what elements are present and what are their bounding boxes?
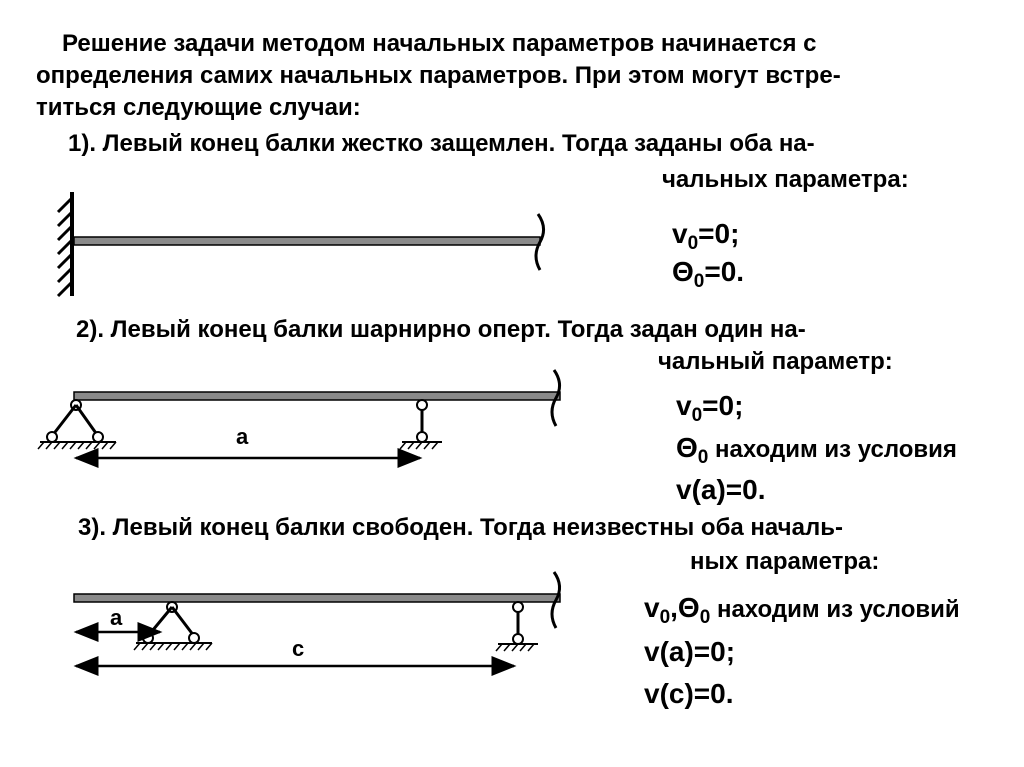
case-3-formula-1: $v_0,\Theta_0$ находим из условий	[644, 592, 960, 628]
beam	[74, 594, 560, 602]
case-3-diagram	[74, 572, 560, 666]
fixed-wall-hatching	[58, 198, 72, 296]
intro-line-2: определения самих начальных параметров. При этом могут встре-	[36, 62, 841, 89]
case-3-heading-1: 3). Левый конец балки свободен. Тогда неизвестны оба началь-	[78, 514, 843, 541]
case-1-diagram	[58, 192, 544, 296]
case-1-formula-1: $v_0=0$;	[672, 218, 740, 254]
rod-support	[496, 602, 538, 651]
beam	[74, 237, 540, 245]
case-2-formula-1: $v_0=0$;	[676, 390, 744, 426]
case-1-formula-2: $\Theta_0=0$.	[672, 256, 745, 292]
case-2-heading-1: 2). Левый конец балки шарнирно оперт. Тогда задан один на-	[76, 316, 806, 343]
case-1-heading-1: 1). Левый конец балки жестко защемлен. Тогда заданы оба на-	[68, 130, 815, 157]
dim-label-c: c	[292, 636, 305, 661]
intro-line-1: Решение задачи методом начальных параметров начинается с	[62, 30, 817, 57]
pinned-support	[134, 602, 212, 650]
rod-support	[400, 400, 442, 449]
case-3-heading-2: ных параметра:	[690, 548, 880, 575]
case-2-diagram	[38, 370, 560, 458]
case-3-formula-3: v(c)=0.	[644, 678, 734, 709]
pinned-support	[38, 400, 116, 449]
dim-label-a: a	[110, 605, 123, 630]
case-2-heading-2: чальный параметр:	[658, 348, 893, 375]
case-3-formula-2: v(a)=0;	[644, 636, 736, 667]
case-2-formula-2: $\Theta_0$ находим из условия	[676, 432, 957, 468]
intro-line-3: титься следующие случаи:	[36, 94, 361, 121]
case-1-heading-2: чальных параметра:	[662, 166, 909, 193]
dim-label-a: a	[236, 424, 249, 449]
beam	[74, 392, 560, 400]
case-2-formula-3: v(a)=0.	[676, 474, 766, 505]
